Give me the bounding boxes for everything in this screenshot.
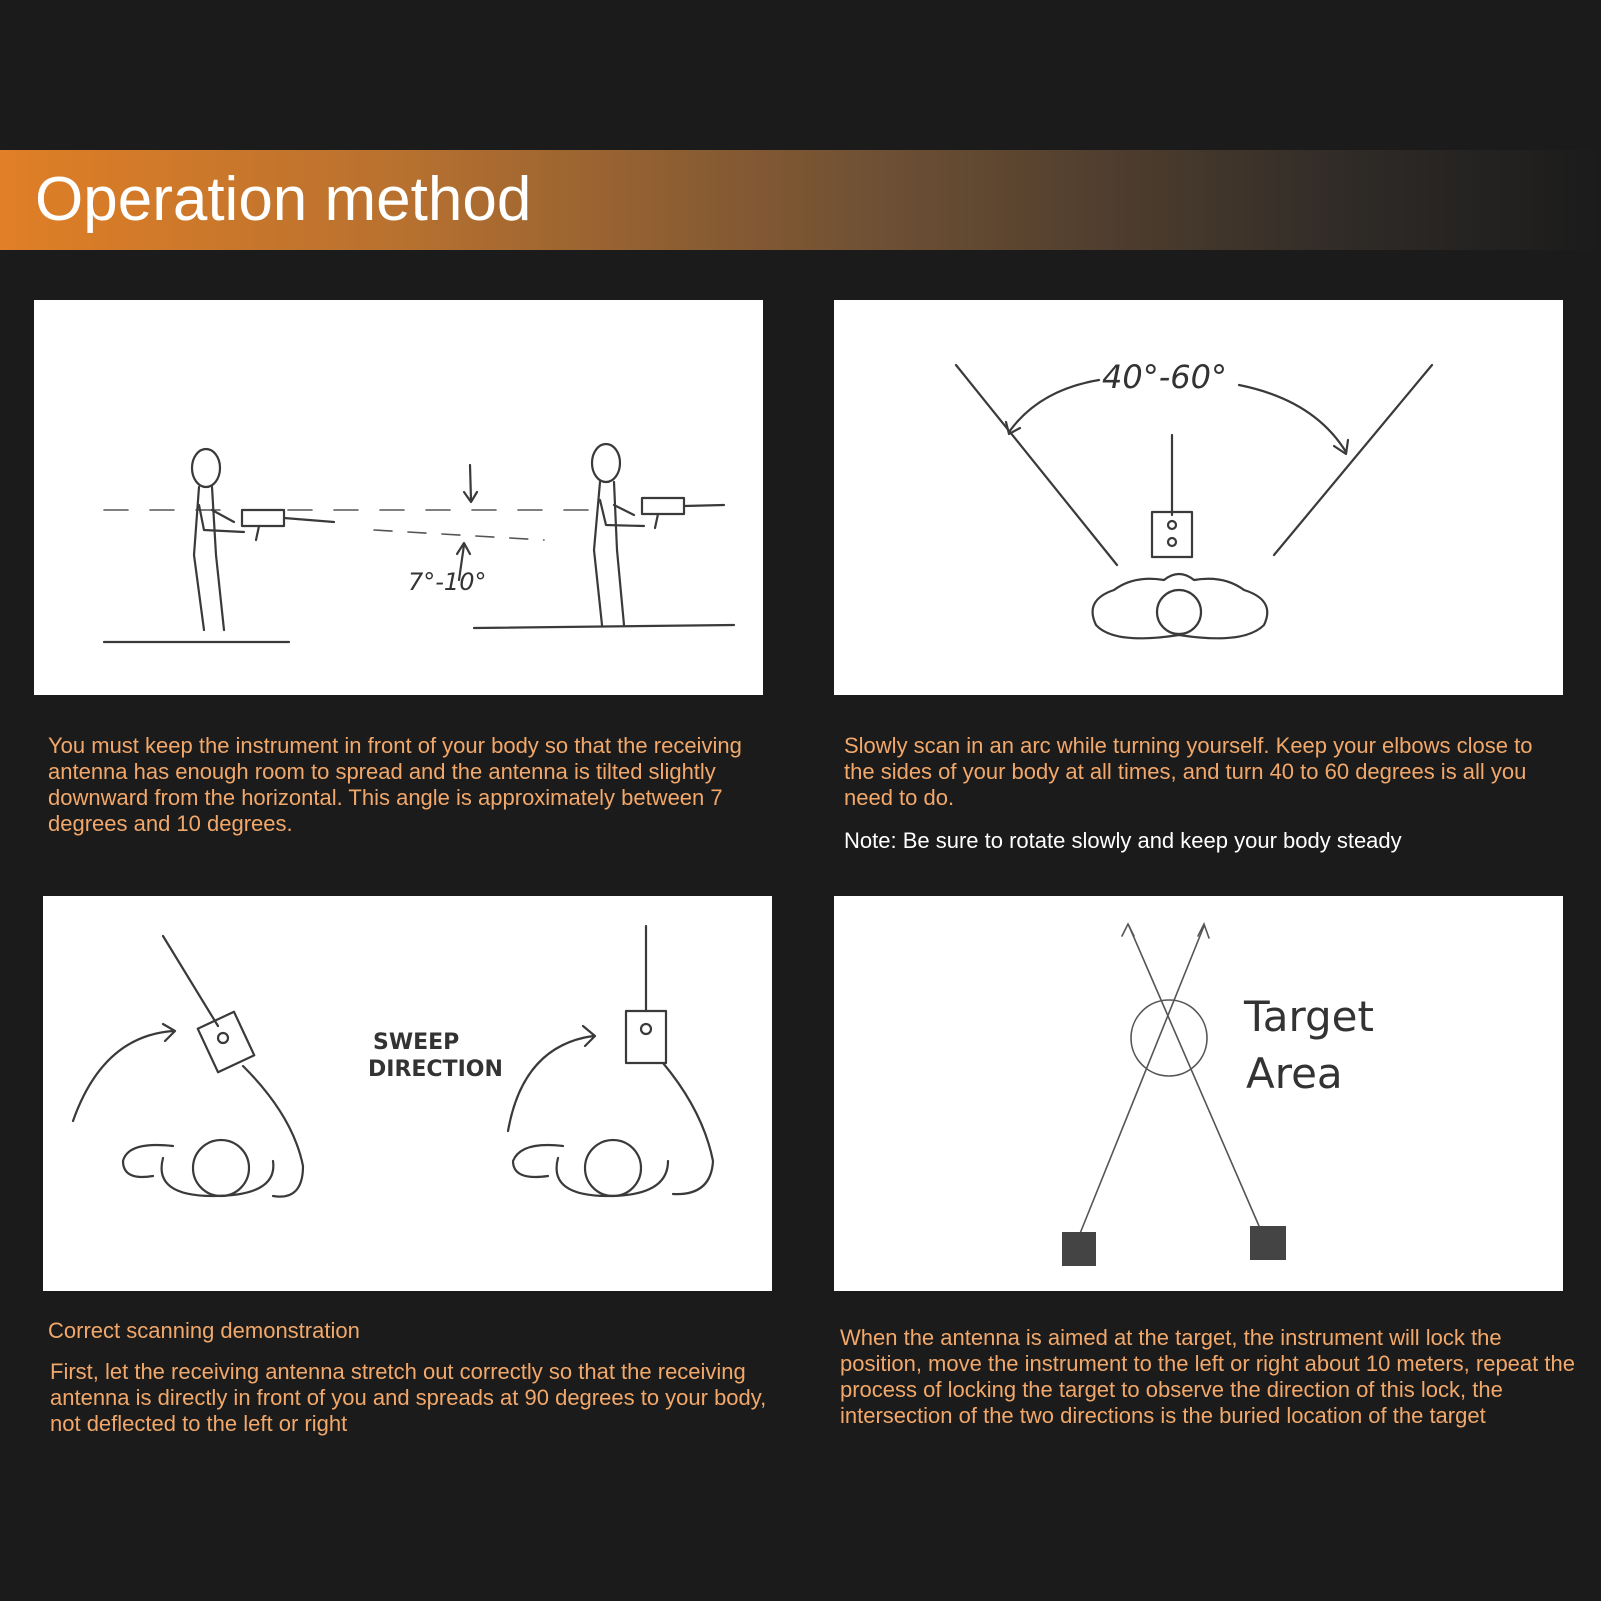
- arc-scan-note: Note: Be sure to rotate slowly and keep your body steady: [844, 828, 1402, 853]
- arc-scan-illustration: [834, 300, 1563, 695]
- right-locator-marker: [1250, 1226, 1286, 1260]
- sweep-label: SWEEP: [373, 1030, 460, 1055]
- tilt-angle-label: 7°-10°: [408, 568, 487, 596]
- arc-scan-caption: Slowly scan in an arc while turning yourself. Keep your elbows close to the sides of your body at all times, and turn 40 to 60 degrees is all you need to do.: [844, 733, 1533, 810]
- figure-arc-scan: [834, 300, 1563, 695]
- arc-angle-label: 40°-60°: [1102, 358, 1227, 396]
- person-figure-right: [474, 444, 734, 628]
- tilt-angle-caption: You must keep the instrument in front of your body so that the receiving antenna has enough room to spread and the antenna is tilted slightly downward from the horizontal. This angle is approximately between 7 degrees and 10 degrees.: [48, 733, 742, 836]
- sweep-demo-caption: First, let the receiving antenna stretch out correctly so that the receiving antenna is directly in front of you and spreads at 90 degrees to your body, not deflected to the left or right: [50, 1359, 767, 1436]
- figure-sweep-demo: [43, 896, 772, 1291]
- area-label: Area: [1246, 1049, 1343, 1098]
- person-figure-left: [104, 449, 334, 642]
- target-label: Target: [1244, 992, 1374, 1041]
- sweep-demo-title: Correct scanning demonstration: [48, 1318, 360, 1343]
- header-banner: [0, 150, 1601, 250]
- sweep-figure-right: [508, 926, 713, 1196]
- figure-tilt-angle: [34, 300, 763, 695]
- left-locator-marker: [1062, 1232, 1096, 1266]
- direction-label: DIRECTION: [368, 1057, 503, 1082]
- target-area-illustration: [834, 896, 1563, 1291]
- sweep-figure-left: [73, 936, 303, 1197]
- page-title: Operation method: [35, 165, 532, 234]
- sweep-demo-illustration: [43, 896, 772, 1291]
- figure-target-area: [834, 896, 1563, 1291]
- target-area-caption: When the antenna is aimed at the target, the instrument will lock the position, move the instrument to the left or right about 10 meters, repeat the process of locking the target to observe the direction of this lock, the intersection of the two directions is the buried location of the target: [840, 1325, 1575, 1428]
- tilt-angle-illustration: [34, 300, 763, 695]
